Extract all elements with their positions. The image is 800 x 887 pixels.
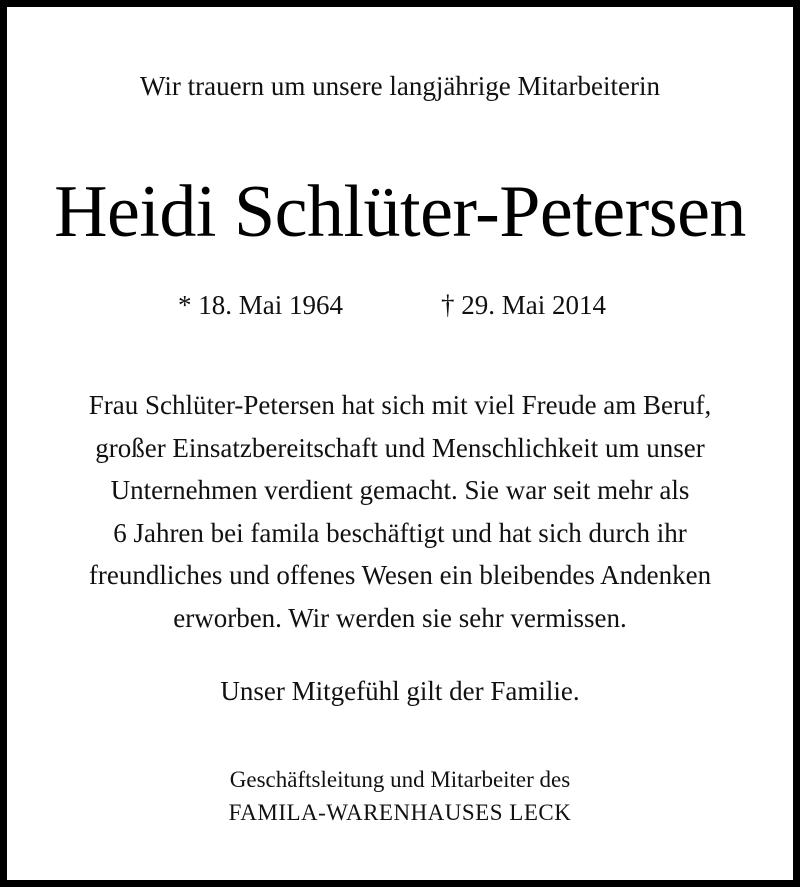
tribute-line: Unternehmen verdient gemacht. Sie war seit mehr als xyxy=(110,475,690,506)
tribute-line: 6 Jahren bei famila beschäftigt und hat sich durch ihr xyxy=(113,517,687,548)
tribute-line: erworben. Wir werden sie sehr vermissen. xyxy=(173,602,627,633)
tribute-line: Frau Schlüter-Petersen hat sich mit viel Freude am Beruf, xyxy=(88,390,712,420)
signature-block xyxy=(7,763,793,829)
intro-text: Wir trauern um unsere langjährige Mitarbeiterin xyxy=(140,71,660,101)
sympathy-text: Unser Mitgefühl gilt der Familie. xyxy=(220,676,580,706)
deceased-name: Heidi Schlüter-Petersen xyxy=(54,171,746,253)
tribute-text xyxy=(7,384,793,640)
tribute-line: freundliches und offenes Wesen ein bleibendes Andenken xyxy=(88,560,712,591)
signature-line-1: Geschäftsleitung und Mitarbeiter des xyxy=(229,767,571,792)
company-name: FAMILA-WARENHAUSES LECK xyxy=(228,800,572,825)
death-date: † 29. Mai 2014 xyxy=(441,290,606,320)
tribute-line: großer Einsatzbereitschaft und Menschlichkeit um unser xyxy=(95,432,705,463)
birth-date: * 18. Mai 1964 xyxy=(178,290,343,320)
